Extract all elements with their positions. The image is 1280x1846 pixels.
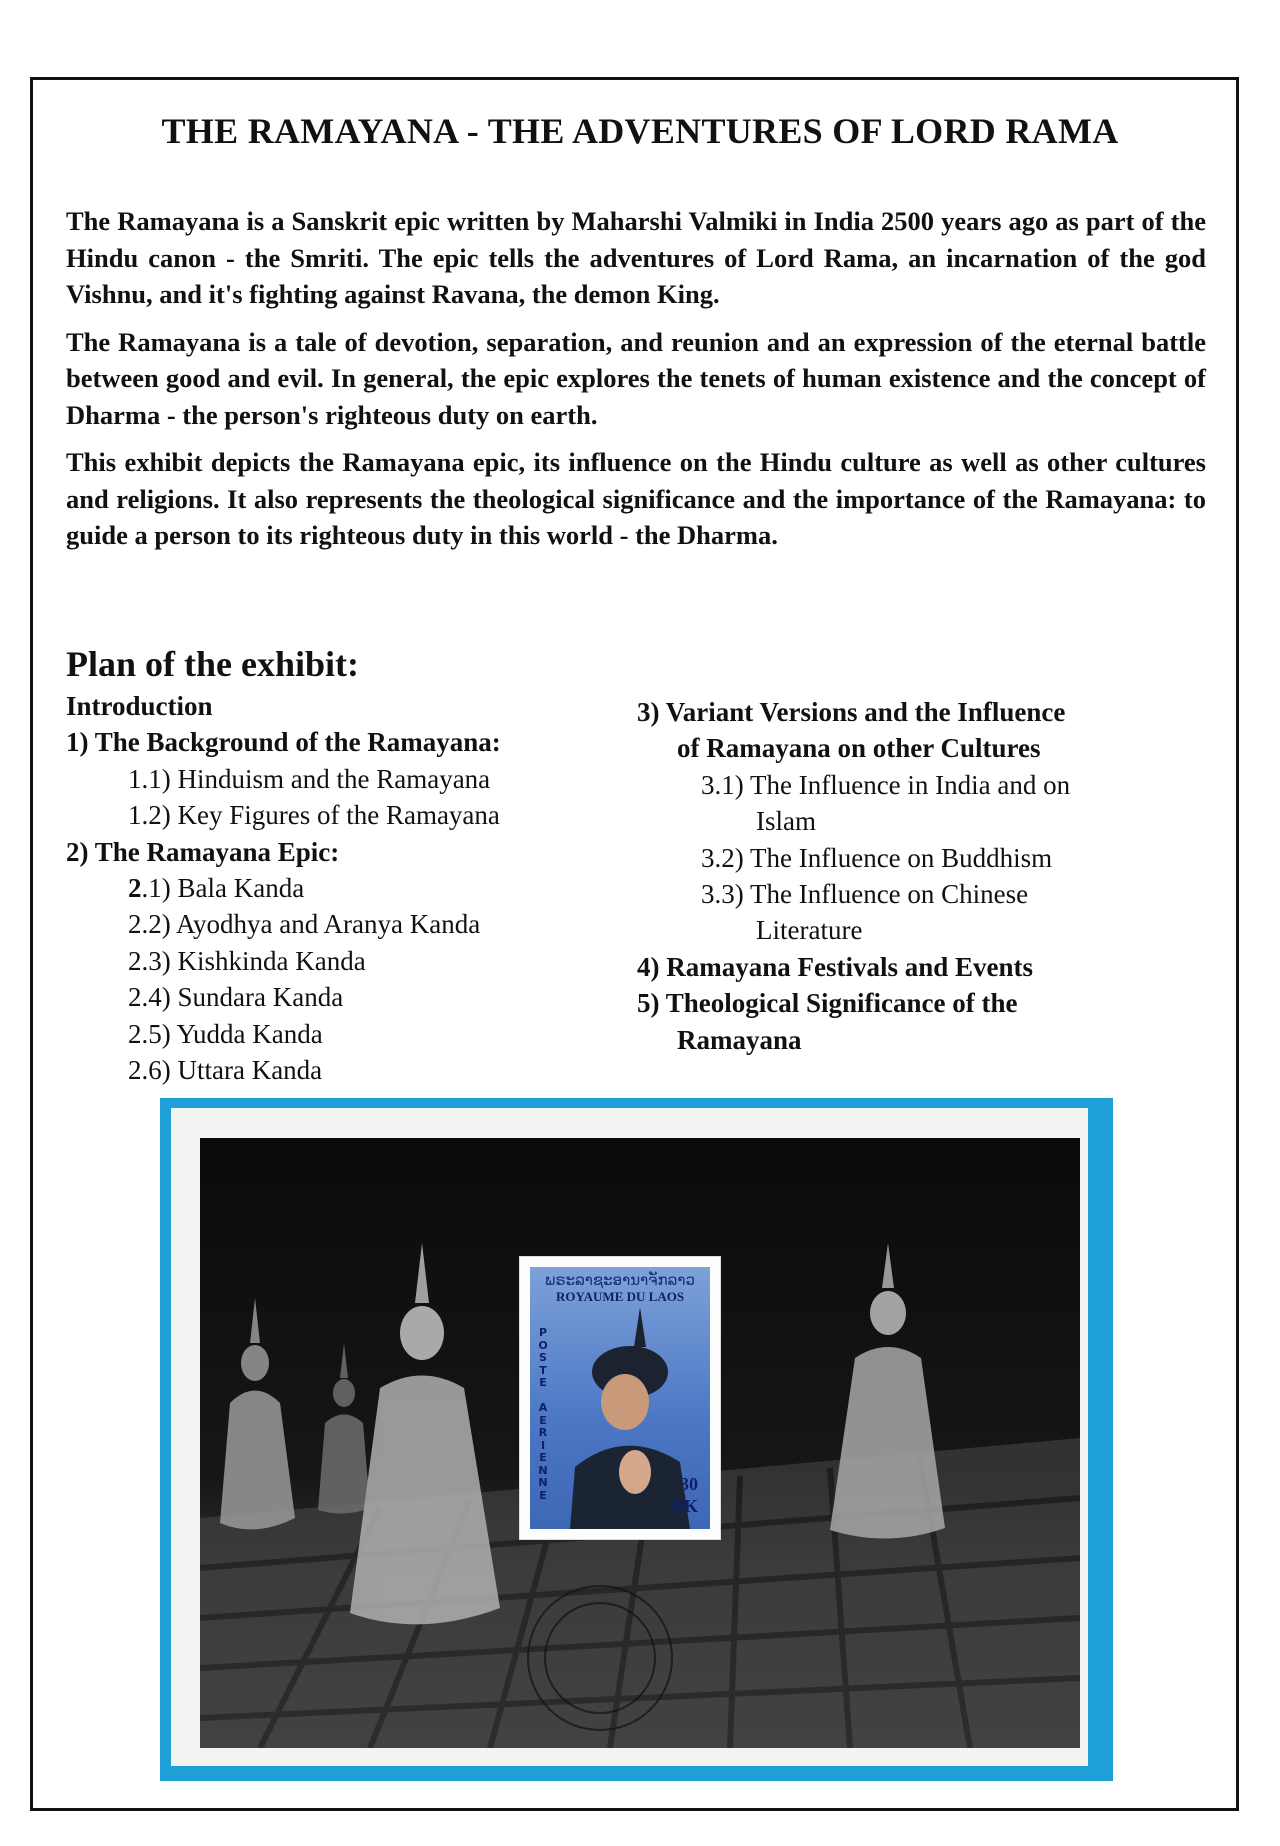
plan-item-number: 2 [128,873,142,904]
intro-paragraph: This exhibit depicts the Ramayana epic, its influence on the Hindu culture as well as other cultures and religions. It also represents the theological significance and the importance of the Ramayana: to guide a person to its righteous duty in this world - the Dharma. [66,447,1206,550]
plan-item [66,870,626,906]
plan-section-4-title: 4) Ramayana Festivals and Events [637,951,1034,982]
plan-item-label: .1) Bala Kanda [141,873,305,904]
plan-item: 3.2) The Influence on Buddhism [701,842,1053,873]
plan-item: 3.3) The Influence on Chinese [701,879,1029,910]
plan-section-2-title: 2) The Ramayana Epic: [66,836,340,867]
plan-item: 2.5) Yudda Kanda [128,1018,323,1049]
plan-section-1-title: 1) The Background of the Ramayana: [66,727,501,758]
plan-section-5-title: 5) Theological Significance of the [637,988,1018,1019]
plan-item-cont: Islam [756,806,816,837]
stamp-value-lao: 30 [680,1474,698,1494]
plan-right-column [637,694,1177,1058]
page-title: THE RAMAYANA - THE ADVENTURES OF LORD RAMA [161,111,1119,151]
plan-section-3-title: 3) Variant Versions and the Influence [637,697,1066,727]
plan-item: 3.1) The Influence in India and on [701,769,1071,800]
plan-introduction: Introduction [66,691,213,721]
plan-section-5-title-cont: Ramayana [677,1024,802,1055]
plan-item: 2.6) Uttara Kanda [128,1055,323,1086]
stamp-value: 30K [665,1496,698,1516]
plan-item: 2.4) Sundara Kanda [128,982,344,1013]
plan-item: 1.1) Hinduism and the Ramayana [128,763,491,794]
plan-item: 1.2) Key Figures of the Ramayana [128,800,500,831]
plan-left-column [66,688,626,1088]
intro-text [66,203,1206,565]
stamp-country-lao: ພຣະລາຊະອານາຈັກລາວ [545,1271,695,1289]
plan-item: 2.3) Kishkinda Kanda [128,945,366,976]
plan-heading: Plan of the exhibit: [66,644,359,684]
postage-stamp [520,1257,720,1539]
stamp-design [530,1267,710,1529]
intro-paragraph: The Ramayana is a Sanskrit epic written by Maharshi Valmiki in India 2500 years ago as part of the Hindu canon - the Smriti. The epic tells the adventures of Lord Rama, an incarnation of the god Vishnu, and it's fighting against Ravana, the demon King. [66,206,1206,309]
plan-item: 2.2) Ayodhya and Aranya Kanda [128,909,481,940]
intro-paragraph: The Ramayana is a tale of devotion, separation, and reunion and an expression of the eternal battle between good and evil. In general, the epic explores the tenets of human existence and the concept of Dharma - the person's righteous duty on earth. [66,326,1206,430]
stamp-side-text: P O S T E A E R I E N N E [538,1326,548,1502]
stamp-country: ROYAUME DU LAOS [555,1289,685,1304]
plan-item-cont: Literature [756,915,863,946]
plan-section-3-title-cont: of Ramayana on other Cultures [677,733,1041,764]
